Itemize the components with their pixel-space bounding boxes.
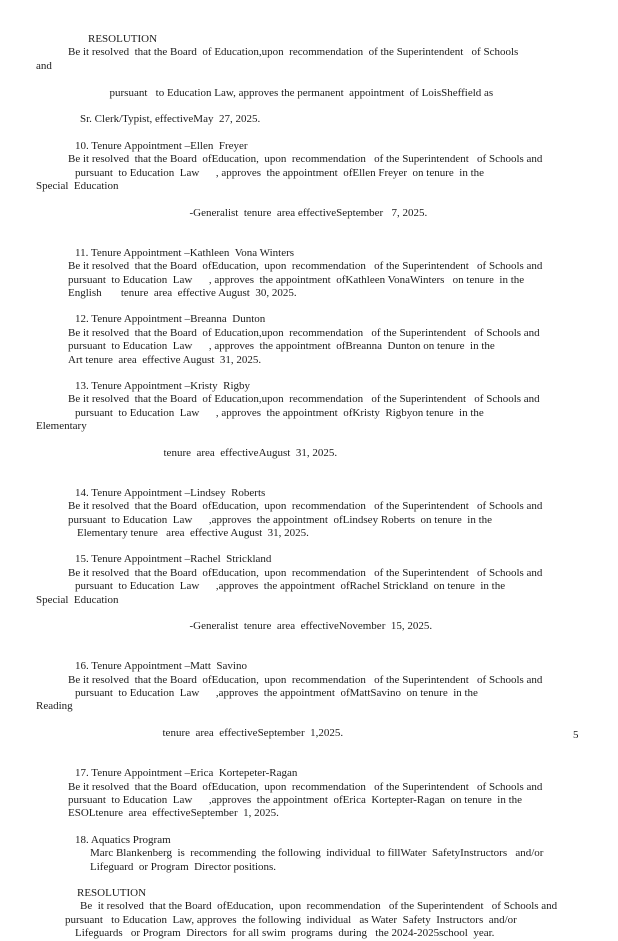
item-16-block: [0, 660, 618, 754]
item-11-block: [0, 247, 618, 301]
item-line-rest: tenure area effectiveAugust 31, 2025.: [163, 446, 338, 459]
item-13-block: [0, 380, 618, 474]
item-line-rest: tenure area effectiveSeptember 1,2025.: [162, 727, 344, 740]
item-line: Be it resolved that the Board ofEducation, upon recommendation of the Superintendent of Schools and: [68, 153, 543, 166]
item-line: Be it resolved that the Board of Education,upon recommendation of the Superintendent of Schools and: [68, 393, 540, 406]
item-line: [0, 180, 618, 234]
item-line: pursuant to Education Law , approves the appointment ofKristy Rigbyon tenure in the: [75, 406, 484, 419]
item-title: 15. Tenure Appointment –Rachel Strickland: [75, 553, 272, 566]
item-line-rest: -Generalist tenure area effectiveNovember 15, 2025.: [189, 620, 433, 633]
item-line: Be it resolved that the Board ofEducation, upon recommendation of the Superintendent of Schools and: [68, 500, 543, 513]
resolution-heading: RESOLUTION: [77, 886, 147, 899]
item-12-block: [0, 313, 618, 367]
item-title: 13. Tenure Appointment –Kristy Rigby: [75, 379, 251, 392]
item-line: pursuant to Education Law , approves the appointment ofKathleen VonaWinters on tenure in the: [68, 273, 525, 286]
item-title: 12. Tenure Appointment –Breanna Dunton: [75, 313, 266, 326]
item-title: 14. Tenure Appointment –Lindsey Roberts: [75, 486, 266, 499]
item-10-block: [0, 140, 618, 234]
item-line: Be it resolved that the Board ofEducation, upon recommendation of the Superintendent of Schools and: [68, 780, 543, 793]
item-line: Art tenure area effective August 31, 2025.: [68, 353, 262, 366]
resolution-line: Be it resolved that the Board of Education,upon recommendation of the Superintendent of Schools: [68, 46, 519, 59]
item-line: [0, 594, 618, 648]
item-line: pursuant to Education Law , approves the appointment ofBreanna Dunton on tenure in the: [68, 340, 495, 353]
item-line: Be it resolved that the Board of Education,upon recommendation of the Superintendent of Schools and: [68, 326, 540, 339]
page-number: 5: [573, 729, 579, 741]
hang-word: Special Education: [36, 180, 119, 193]
item-line: Elementary tenure area effective August 31, 2025.: [77, 527, 309, 539]
item-title: 11. Tenure Appointment –Kathleen Vona Winters: [75, 246, 295, 259]
item-title: 17. Tenure Appointment –Erica Kortepeter-Ragan: [75, 767, 298, 780]
item-17-block: [0, 767, 618, 821]
item-line: Lifeguard or Program Director positions.: [90, 860, 277, 873]
item-14-block: [0, 487, 618, 541]
item-line: pursuant to Education Law ,approves the appointment ofLindsey Roberts on tenure in the: [68, 513, 493, 526]
resolution-line-rest: pursuant to Education Law, approves the permanent appointment of LoisSheffield as: [109, 86, 494, 99]
hang-word: Elementary: [36, 420, 87, 433]
resolution-heading: RESOLUTION: [88, 33, 158, 45]
item-line: Be it resolved that the Board ofEducation, upon recommendation of the Superintendent of Schools and: [68, 566, 543, 579]
item-title: 18. Aquatics Program: [75, 833, 171, 846]
item-line: Be it resolved that the Board ofEducation, upon recommendation of the Superintendent of Schools and: [68, 260, 543, 273]
resolution-line: Be it resolved that the Board ofEducation, upon recommendation of the Superintendent of Schools and: [80, 900, 558, 913]
item-line: ESOLtenure area effectiveSeptember 1, 2025.: [68, 807, 279, 820]
item-18-block: [0, 834, 618, 874]
item-line: pursuant to Education Law ,approves the appointment ofRachel Strickland on tenure in the: [75, 580, 506, 593]
resolution-line: Sr. Clerk/Typist, effectiveMay 27, 2025.: [80, 113, 261, 126]
item-line: pursuant to Education Law ,approves the appointment ofMattSavino on tenure in the: [75, 687, 478, 700]
item-line-rest: -Generalist tenure area effectiveSeptember 7, 2025.: [189, 206, 428, 219]
resolution-line: pursuant to Education Law, approves the following individual as Water Safety Instructors and/or: [65, 913, 517, 926]
item-line: English tenure area effective August 30, 2025.: [68, 286, 297, 299]
hang-word: and: [36, 59, 52, 72]
item-line: [0, 700, 618, 754]
top-resolution-block: [0, 33, 618, 127]
resolution-line: [0, 60, 618, 114]
item-line: Be it resolved that the Board ofEducation, upon recommendation of the Superintendent of Schools and: [68, 673, 543, 686]
item-15-block: [0, 553, 618, 647]
item-title: 16. Tenure Appointment –Matt Savino: [75, 660, 247, 673]
resolution-line: Lifeguards or Program Directors for all swim programs during the 2024-2025school year.: [75, 927, 495, 940]
item-line: pursuant to Education Law , approves the appointment ofEllen Freyer on tenure in the: [75, 166, 485, 179]
hang-word: Reading: [36, 700, 73, 713]
item-line: pursuant to Education Law ,approves the appointment ofErica Kortepter-Ragan on tenure in the: [68, 793, 523, 806]
item-title: 10. Tenure Appointment –Ellen Freyer: [75, 139, 248, 152]
bottom-resolution-block: [0, 887, 618, 941]
item-line: Marc Blankenberg is recommending the following individual to fillWater SafetyInstructors and/or: [90, 847, 544, 860]
item-line: [0, 420, 618, 474]
hang-word: Special Education: [36, 593, 119, 606]
